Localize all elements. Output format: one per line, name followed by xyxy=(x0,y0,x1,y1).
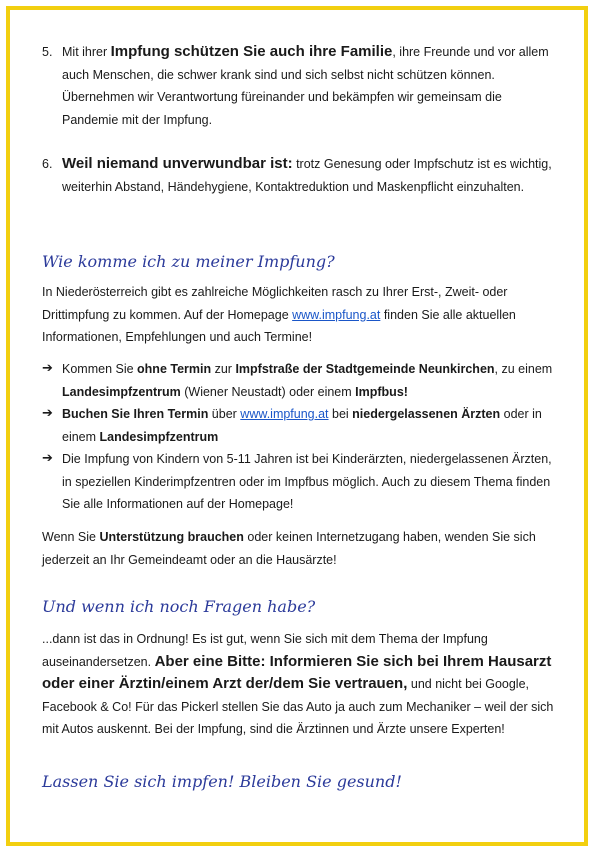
arrow-icon: ➔ xyxy=(42,361,53,376)
closing-slogan: Lassen Sie sich impfen! Bleiben Sie gesund! xyxy=(42,772,402,791)
item-emphasis: Weil niemand unverwundbar ist: xyxy=(62,155,293,172)
item-number: 6. xyxy=(42,157,53,171)
list-item: ➔ Buchen Sie Ihren Termin über www.impfung.at bei niedergelassenen Ärzten oder in einem Landesimpfzentrum xyxy=(42,403,557,448)
section-heading-impfung: Wie komme ich zu meiner Impfung? xyxy=(42,252,335,271)
list-item: ➔ Kommen Sie ohne Termin zur Impfstraße der Stadtgemeinde Neunkirchen, zu einem Landesimpfzentrum (Wiener Neustadt) oder einem Impfbus! xyxy=(42,358,557,403)
arrow-icon: ➔ xyxy=(42,406,53,421)
options-list xyxy=(42,358,557,516)
list-item: ➔ Die Impfung von Kindern von 5-11 Jahren ist bei Kinderärzten, niedergelassenen Ärzten, in speziellen Kinderimpfzentren oder im Impfbus möglich. Auch zu diesem Thema finden Sie alle Informationen auf der Homepage! xyxy=(42,448,557,516)
item-emphasis: Impfung schützen Sie auch ihre Familie xyxy=(110,43,393,60)
item-text: Weil niemand unverwundbar ist: trotz Genesung oder Impfschutz ist es wichtig, weiterhin Abstand, Händehygiene, Kontaktreduktion und Maskenpflicht einzuhalten. xyxy=(62,155,552,194)
list-item-6 xyxy=(42,153,552,198)
list-item-5 xyxy=(42,41,552,131)
emphasis-text: Aber eine Bitte: Informieren Sie sich bei Ihrem Hausarzt oder einer Ärztin/einem Arzt der/dem Sie vertrauen, xyxy=(42,652,552,692)
homepage-link[interactable]: www.impfung.at xyxy=(240,407,329,421)
section-heading-fragen: Und wenn ich noch Fragen habe? xyxy=(42,597,316,616)
support-paragraph: Wenn Sie Unterstützung brauchen oder keinen Internetzugang haben, wenden Sie sich jederzeit an Ihr Gemeindeamt oder an die Hausärzte! xyxy=(42,530,536,567)
questions-paragraph: ...dann ist das in Ordnung! Es ist gut, wenn Sie sich mit dem Thema der Impfung auseinandersetzen. Aber eine Bitte: Informieren Sie sich bei Ihrem Hausarzt oder einer Ärztin/einem Arzt der/dem Sie vertrauen, und nicht bei Google, Facebook & Co! Für das Pickerl stellen Sie das Auto ja auch zum Mechaniker – weil der sich mit Autos auskennt. Bei der Impfung, sind die Ärztinnen und Ärzte unsere Experten! xyxy=(42,632,554,736)
homepage-link[interactable]: www.impfung.at xyxy=(292,307,381,322)
item-text: Mit ihrer Impfung schützen Sie auch ihre Familie, ihre Freunde und vor allem auch Menschen, die schwer krank sind und sich selbst nicht schützen können. Übernehmen wir Verantwortung füreinander und bekämpfen wir gemeinsam die Pandemie mit der Impfung. xyxy=(62,43,549,127)
arrow-icon: ➔ xyxy=(42,451,53,466)
intro-paragraph: In Niederösterreich gibt es zahlreiche Möglichkeiten rasch zu Ihrer Erst-, Zweit- oder Drittimpfung zu kommen. Auf der Homepage www.impfung.at finden Sie alle aktuellen Informationen, Empfehlungen und auch Termine! xyxy=(42,285,516,344)
item-number: 5. xyxy=(42,45,53,59)
